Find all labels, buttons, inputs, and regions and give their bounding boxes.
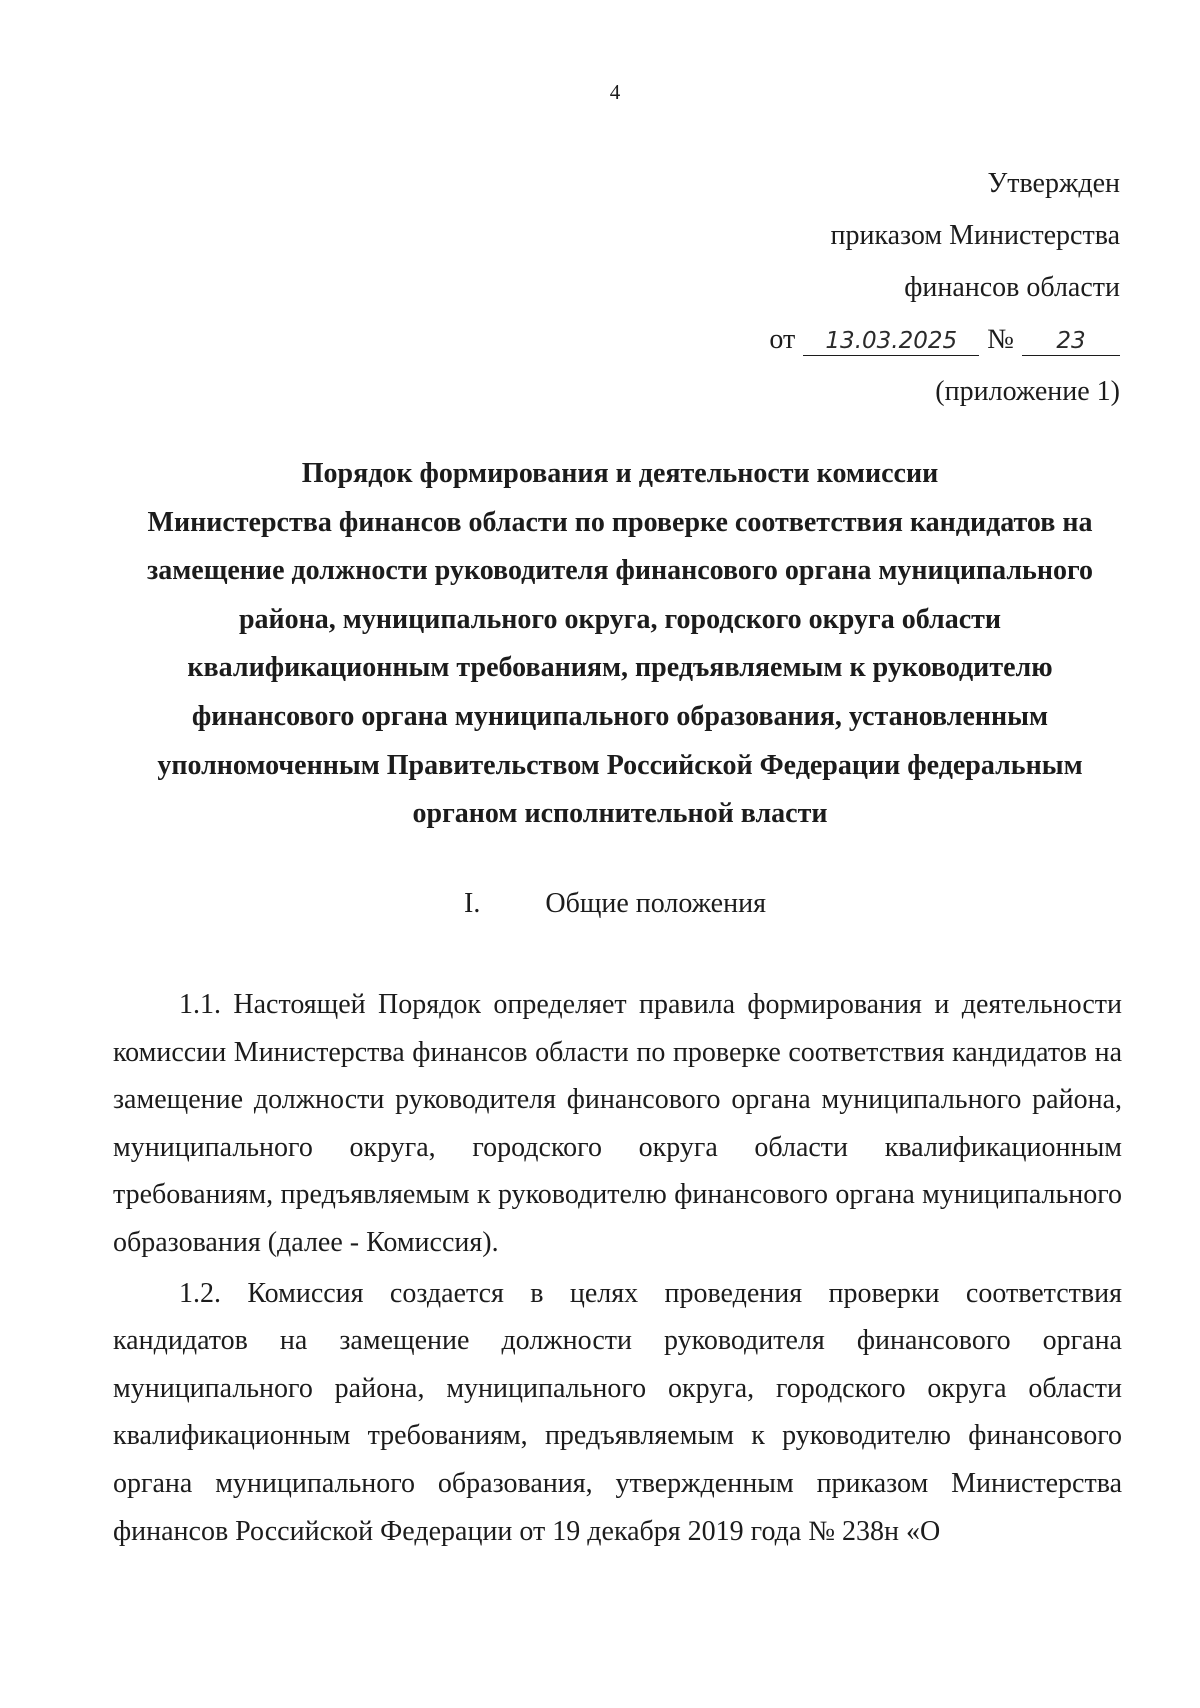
approval-line-approved: Утвержден [987,168,1120,199]
approval-block [620,158,1120,418]
title-line: уполномоченным Правительством Российской Федерации федеральным [157,749,1083,781]
number-label: № [987,324,1014,355]
section-heading [0,888,1200,920]
title-line: Порядок формирования и деятельности комиссии [301,458,939,489]
appendix-label: (приложение 1) [935,376,1120,407]
approval-line-order: приказом Министерства [830,220,1120,251]
approval-date-line [620,314,1120,366]
document-title [120,450,1120,839]
paragraph: 1.2. Комиссия создается в целях проведения проверки соответствия кандидатов на замещение должности руководителя финансового органа муниципального района, муниципального округа, городского округа области квалификационным требованиям, предъявляемым к руководителю финансового органа муниципального образования, утвержденным приказом Министерства финансов Российской Федерации от 19 декабря 2019 года № 238н «О [113,1277,1122,1547]
title-line: финансового органа муниципального образования, установленным [191,700,1049,732]
title-line: органом исполнительной власти [412,798,828,830]
section-number: I. [464,888,481,919]
handwritten-number: 23 [1022,327,1120,356]
title-line: квалификационным требованиям, предъявляемым к руководителю [187,652,1053,684]
paragraph: 1.1. Настоящей Порядок определяет правила формирования и деятельности комиссии Министерства финансов области по проверке соответствия кандидатов на замещение должности руководителя финансового органа муниципального района, муниципального округа, городского округа области квалификационным требованиям, предъявляемым к руководителю финансового органа муниципального образования (далее - Комиссия). [113,989,1122,1258]
approval-line-ministry: финансов области [904,272,1120,303]
section-title: Общие положения [545,888,766,919]
handwritten-date: 13.03.2025 [803,327,979,356]
page-number: 4 [609,80,621,104]
from-label: от [769,324,796,355]
title-line: замещение должности руководителя финансового органа муниципального [146,555,1093,587]
title-line: района, муниципального округа, городского округа области [238,603,1002,635]
title-line: Министерства финансов области по проверке соответствия кандидатов на [147,506,1093,538]
body-text [113,981,1122,1558]
